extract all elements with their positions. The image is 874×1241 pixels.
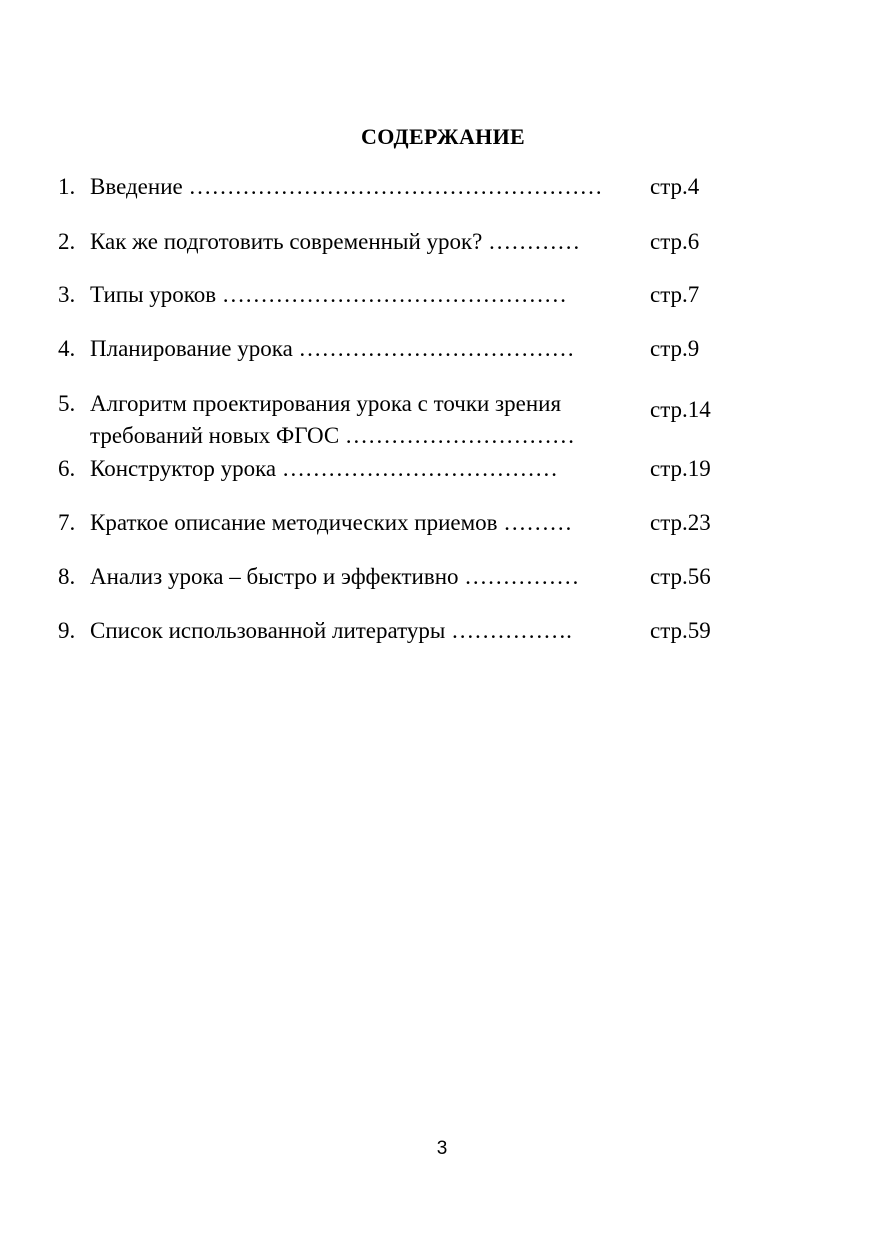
toc-entry-number: 3. (58, 282, 76, 307)
toc-entry-page: стр.9 (650, 336, 700, 361)
toc-entry-number: 4. (58, 336, 76, 361)
toc-entry-line: Типы уроков ……………………………………… (90, 282, 567, 307)
toc-entry-text (90, 507, 630, 539)
toc-entry-line: Как же подготовить современный урок? ………… (90, 229, 581, 254)
toc-entry-line: Планирование урока ……………………………… (90, 336, 575, 361)
toc-entry-line: Алгоритм проектирования урока с точки зрения (90, 391, 562, 416)
toc-entry-line: Список использованной литературы ……………. (90, 618, 572, 643)
toc-entry-number: 8. (58, 564, 76, 589)
toc-entry-text (90, 453, 630, 485)
toc-entry-line: требований новых ФГОС ………………………… (90, 423, 575, 448)
toc-entry-text (90, 279, 630, 311)
page-title: СОДЕРЖАНИЕ (361, 124, 525, 149)
toc-entry-number: 1. (58, 174, 76, 199)
toc-entry-text (90, 561, 630, 593)
toc-entry-number: 2. (58, 229, 76, 254)
toc-entry-number: 7. (58, 510, 76, 535)
toc-entry-line: Анализ урока – быстро и эффективно …………… (90, 564, 580, 589)
toc-entry-line: Введение ……………………………………………… (90, 174, 603, 199)
toc-entry-text (90, 615, 630, 647)
toc-entry-number: 5. (58, 391, 76, 416)
toc-entry-page: стр.19 (650, 456, 711, 481)
toc-entry-page: стр.23 (650, 510, 711, 535)
toc-entry-text (90, 333, 630, 365)
toc-entry-line: Краткое описание методических приемов ……… (90, 510, 573, 535)
toc-entry-page: стр.4 (650, 174, 700, 199)
toc-entry-page: стр.7 (650, 282, 700, 307)
toc-entry-text (90, 171, 630, 203)
page-number: 3 (436, 1138, 448, 1159)
toc-entry-number: 6. (58, 456, 76, 481)
toc-entry-page: стр.59 (650, 618, 711, 643)
toc-entry-number: 9. (58, 618, 76, 643)
toc-entry-text (90, 388, 630, 452)
toc-entry-page: стр.14 (650, 397, 711, 422)
toc-entry-line: Конструктор урока ……………………………… (90, 456, 558, 481)
toc-entry-text (90, 226, 630, 258)
toc-entry-page: стр.56 (650, 564, 711, 589)
toc-entry-page: стр.6 (650, 229, 700, 254)
